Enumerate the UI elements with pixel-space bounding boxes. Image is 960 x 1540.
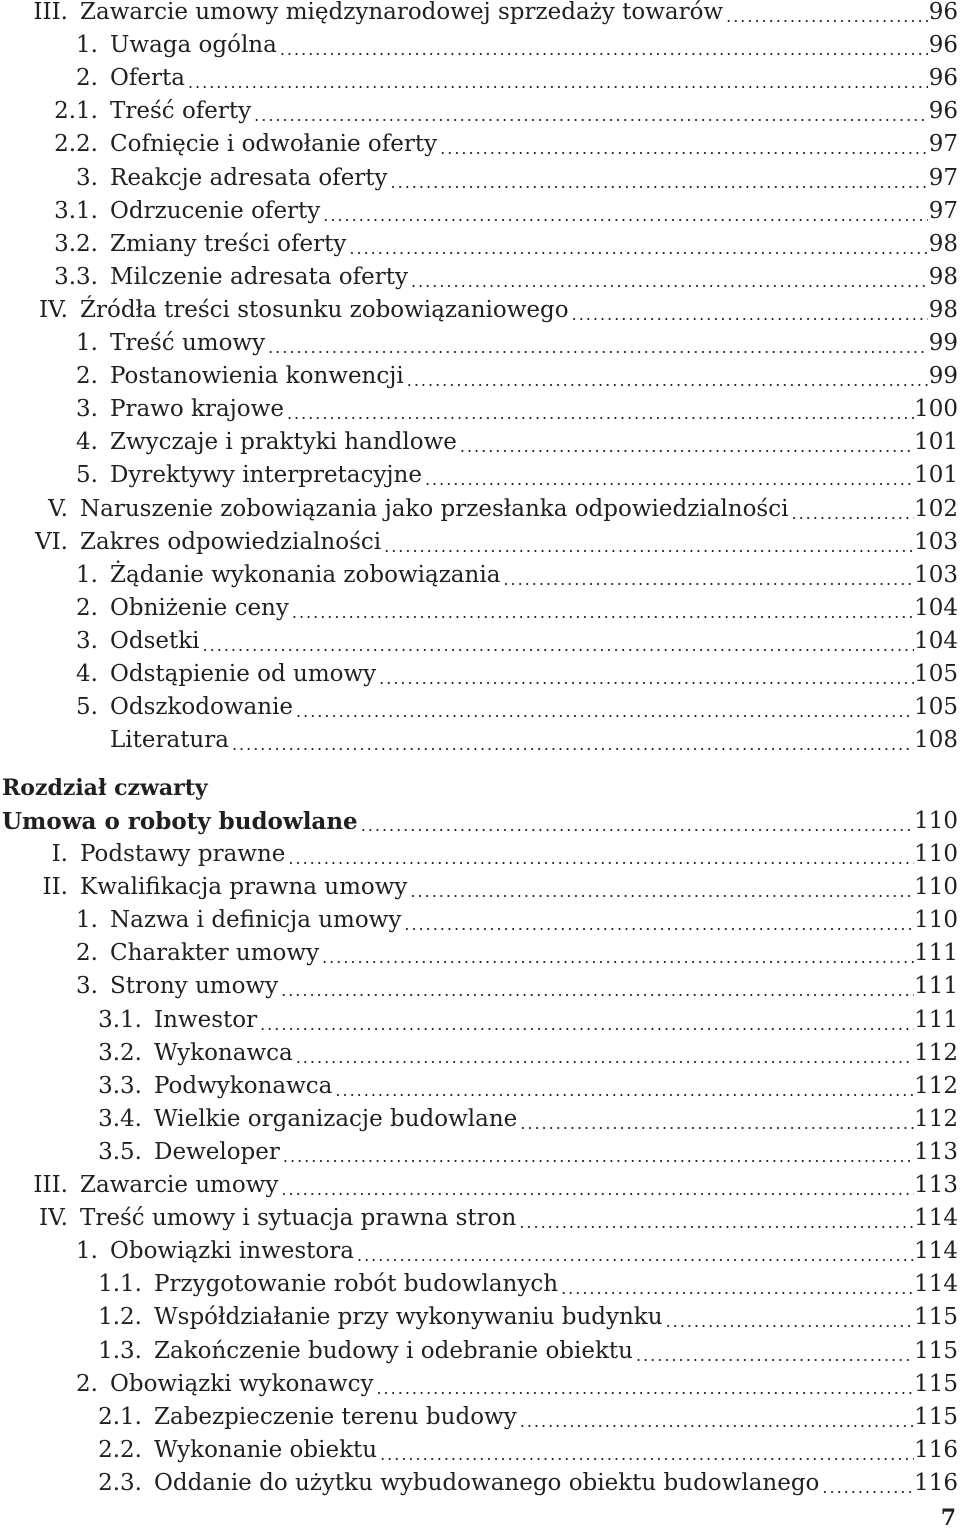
toc-entry-page: 110: [914, 841, 958, 867]
chapter-title-row: [0, 805, 958, 838]
toc-entry: [0, 1268, 958, 1301]
toc-entry-number: 4.: [76, 429, 98, 456]
toc-entry-number: 3.3.: [98, 1072, 142, 1099]
leader-dots: [200, 634, 915, 658]
leader-dots: [401, 913, 914, 937]
toc-entry: [0, 724, 958, 757]
leader-dots: [320, 204, 928, 228]
leader-dots: [293, 700, 914, 724]
toc-entry-page: 97: [928, 164, 958, 191]
toc-entry-number: 4.: [76, 661, 98, 687]
leader-dots: [346, 237, 928, 261]
toc-entry-number: 3.: [76, 396, 98, 423]
toc-entry-label: Obowiązki inwestora: [110, 1238, 354, 1265]
leader-dots: [788, 502, 914, 526]
leader-dots: [517, 1112, 914, 1136]
toc-entry-number: 3.4.: [98, 1105, 142, 1132]
toc-entry-number: IV.: [39, 296, 68, 323]
toc-entry-number: V.: [48, 495, 68, 522]
leader-dots: [280, 1145, 914, 1169]
toc-entry-label: Obowiązki wykonawcy: [110, 1370, 374, 1397]
leader-dots: [278, 1178, 914, 1202]
leader-dots: [376, 667, 914, 691]
toc-entry-number: 3.3.: [54, 263, 98, 290]
toc-entry: [0, 294, 958, 327]
toc-entry-number: III.: [33, 1172, 68, 1198]
toc-entry: [0, 1434, 958, 1467]
toc-entry-number: 3.5.: [98, 1138, 142, 1165]
toc-entry-page: 96: [928, 0, 958, 25]
toc-entry-label: Uwaga ogólna: [110, 32, 277, 59]
toc-entry-page: 111: [914, 973, 958, 1000]
toc-entry: [0, 1467, 958, 1500]
toc-entry: [0, 1103, 958, 1136]
toc-entry-label: Zakres odpowiedzialności: [80, 528, 382, 555]
toc-entry-number: 1.: [76, 32, 98, 59]
toc-entry-number: 1.: [76, 1238, 98, 1265]
toc-entry: [0, 195, 958, 228]
toc-entry-label: Reakcje adresata oferty: [110, 164, 388, 191]
toc-entry: [0, 128, 958, 161]
leader-dots: [229, 733, 914, 757]
toc-entry: [0, 393, 958, 426]
toc-entry-number: 2.: [76, 363, 98, 390]
toc-entry-label: Wielkie organizacje budowlane: [154, 1105, 518, 1132]
toc-entry-number: 5.: [76, 462, 98, 489]
toc-entry-label: Treść umowy: [110, 330, 266, 356]
toc-entry-number: 2.: [76, 65, 98, 92]
toc-entry-page: 113: [914, 1138, 958, 1165]
toc-entry-page: 104: [914, 627, 958, 654]
toc-entry-number: 3.: [76, 164, 98, 191]
toc-entry-label: Strony umowy: [110, 973, 279, 1000]
toc-entry-number: 1.: [76, 907, 98, 934]
toc-entry: [0, 559, 958, 592]
toc-entry-label: Nazwa i definicja umowy: [110, 907, 402, 934]
page-number: 7: [940, 1505, 956, 1531]
toc-entry-label: Odszkodowanie: [110, 694, 294, 721]
toc-entry-page: 114: [914, 1238, 958, 1265]
leader-dots: [377, 1443, 914, 1467]
toc-entry: [0, 1070, 958, 1103]
toc-entry-label: Inwestor: [154, 1006, 258, 1033]
leader-dots: [437, 137, 928, 161]
toc-entry-label: Zawarcie umowy: [80, 1172, 279, 1198]
toc-entry-label: Przygotowanie robót budowlanych: [154, 1271, 559, 1298]
leader-dots: [358, 814, 914, 838]
toc-entry-page: 108: [914, 727, 958, 754]
leader-dots: [185, 71, 928, 95]
leader-dots: [277, 38, 928, 62]
toc-entry-page: 110: [914, 907, 958, 934]
toc-entry-label: Milczenie adresata oferty: [110, 263, 408, 290]
toc-entry-label: Oddanie do użytku wybudowanego obiektu budowlanego: [154, 1469, 820, 1496]
toc-entry: [0, 162, 958, 195]
toc-entry-label: Deweloper: [154, 1138, 280, 1165]
toc-entry-page: 98: [928, 296, 958, 323]
toc-entry-label: Postanowienia konwencji: [110, 363, 404, 390]
toc-entry: [0, 691, 958, 724]
toc-entry-page: 101: [914, 429, 958, 456]
leader-dots: [284, 402, 914, 426]
toc-entry-number: 2.1.: [98, 1403, 142, 1430]
toc-entry-page: 111: [914, 940, 958, 967]
toc-entry: [0, 1235, 958, 1268]
toc-entry: [0, 327, 958, 360]
toc-entry-label: Odrzucenie oferty: [110, 197, 321, 224]
leader-dots: [517, 1410, 914, 1434]
toc-entry-page: 96: [928, 98, 958, 125]
toc-entry-label: Odstąpienie od umowy: [110, 661, 377, 687]
chapter-page: 110: [914, 808, 958, 834]
toc-entry-label: Odsetki: [110, 627, 200, 654]
toc-entry-page: 96: [928, 32, 958, 59]
toc-entry: [0, 426, 958, 459]
toc-entry-page: 115: [914, 1370, 958, 1397]
toc-entry: [0, 493, 958, 526]
toc-entry-page: 97: [928, 197, 958, 224]
toc-entry: [0, 526, 958, 559]
chapter-title: Umowa o roboty budowlane: [2, 808, 358, 835]
toc-entry-page: 112: [914, 1105, 958, 1132]
leader-dots: [265, 336, 928, 360]
toc-entry-page: 99: [928, 363, 958, 390]
toc-entry-number: 2.: [76, 594, 98, 621]
toc-entry-label: Zwyczaje i praktyki handlowe: [110, 429, 457, 456]
leader-dots: [457, 435, 914, 459]
toc-entry-label: Literatura: [110, 727, 229, 754]
toc-entry-label: Podwykonawca: [154, 1072, 333, 1099]
leader-dots: [558, 1277, 914, 1301]
leader-dots: [354, 1244, 914, 1268]
toc-entry-number: 1.: [76, 561, 98, 588]
toc-entry: [0, 360, 958, 393]
toc-entry-number: 3.2.: [54, 230, 98, 257]
toc-entry-label: Podstawy prawne: [80, 841, 286, 867]
toc-entry-number: I.: [51, 841, 68, 867]
toc-entry-label: Oferta: [110, 65, 185, 92]
toc-entry-page: 99: [928, 330, 958, 356]
toc-entry-label: Wykonawca: [154, 1039, 293, 1066]
toc-entry-page: 112: [914, 1039, 958, 1066]
toc-entry: [0, 0, 958, 29]
toc-entry-page: 105: [914, 661, 958, 687]
toc-entry-page: 110: [914, 874, 958, 901]
toc-entry-number: 3.: [76, 973, 98, 1000]
toc-entry-number: 2.2.: [54, 131, 98, 158]
leader-dots: [516, 1211, 914, 1235]
toc-entry: [0, 592, 958, 625]
toc-entry-page: 112: [914, 1072, 958, 1099]
toc-entry-number: II.: [42, 874, 68, 901]
toc-entry-page: 97: [928, 131, 958, 158]
toc-entry: [0, 904, 958, 937]
toc-entry-label: Dyrektywy interpretacyjne: [110, 462, 422, 489]
toc-entry-number: 3.1.: [98, 1006, 142, 1033]
toc-entry-page: 103: [914, 561, 958, 588]
leader-dots: [404, 369, 928, 393]
leader-dots: [422, 468, 914, 492]
toc-entry: [0, 1335, 958, 1368]
toc-entry-number: 3.: [76, 627, 98, 654]
leader-dots: [407, 880, 914, 904]
toc-entry-label: Zmiany treści oferty: [110, 230, 347, 257]
toc-entry: [0, 62, 958, 95]
leader-dots: [408, 270, 928, 294]
toc-entry: [0, 1037, 958, 1070]
toc-entry-label: Wykonanie obiektu: [154, 1436, 378, 1463]
leader-dots: [251, 104, 928, 128]
toc-entry-number: 5.: [76, 694, 98, 721]
toc-entry-number: 2.2.: [98, 1436, 142, 1463]
toc-entry-number: 2.: [76, 1370, 98, 1397]
toc-entry: [0, 1136, 958, 1169]
toc-entry: [0, 937, 958, 970]
toc-entry-page: 114: [914, 1271, 958, 1298]
toc-entry-number: 1.3.: [98, 1337, 142, 1364]
toc-entry-label: Obniżenie ceny: [110, 594, 289, 621]
toc-entry-label: Zabezpieczenie terenu budowy: [154, 1403, 517, 1430]
toc-entry-number: 1.2.: [98, 1304, 142, 1331]
toc-entry-page: 96: [928, 65, 958, 92]
leader-dots: [257, 1013, 914, 1037]
toc-entry-label: Naruszenie zobowiązania jako przesłanka odpowiedzialności: [80, 495, 789, 522]
toc-entry-label: Zakończenie budowy i odebranie obiektu: [154, 1337, 633, 1364]
toc-entry: [0, 1368, 958, 1401]
toc-entry-label: Źródła treści stosunku zobowiązaniowego: [80, 296, 569, 323]
leader-dots: [381, 535, 914, 559]
toc-entry: [0, 261, 958, 294]
toc-entry-page: 115: [914, 1403, 958, 1430]
leader-dots: [819, 1476, 914, 1500]
toc-entry: [0, 970, 958, 1003]
leader-dots: [500, 568, 914, 592]
toc-entry-page: 100: [914, 396, 958, 423]
leader-dots: [319, 946, 914, 970]
toc-entry-number: 2.1.: [54, 98, 98, 125]
leader-dots: [293, 1046, 914, 1070]
toc-entry-page: 115: [914, 1304, 958, 1331]
leader-dots: [278, 979, 914, 1003]
toc-entry-label: Treść umowy i sytuacja prawna stron: [80, 1205, 517, 1232]
toc-entry-number: 2.3.: [98, 1469, 142, 1496]
leader-dots: [388, 171, 928, 195]
leader-dots: [373, 1377, 914, 1401]
toc-entry-page: 114: [914, 1205, 958, 1232]
toc-entry-label: Kwalifikacja prawna umowy: [80, 874, 408, 901]
toc-entry: [0, 1004, 958, 1037]
toc-entry-page: 98: [928, 230, 958, 257]
toc-entry-page: 105: [914, 694, 958, 721]
toc-entry-number: 3.2.: [98, 1039, 142, 1066]
toc-entry-page: 102: [914, 495, 958, 522]
toc-entry: [0, 1202, 958, 1235]
leader-dots: [723, 5, 928, 29]
toc-entry: [0, 29, 958, 62]
toc-entry-page: 115: [914, 1337, 958, 1364]
toc-entry-page: 116: [914, 1436, 958, 1463]
leader-dots: [663, 1310, 915, 1334]
toc-entry-label: Prawo krajowe: [110, 396, 284, 423]
toc-entry-label: Treść oferty: [110, 98, 252, 125]
toc-entry-page: 116: [914, 1469, 958, 1496]
leader-dots: [289, 601, 914, 625]
toc-entry-number: 1.1.: [98, 1271, 142, 1298]
toc-entry: [0, 1401, 958, 1434]
toc-entry-number: VI.: [34, 528, 68, 555]
toc-entry: [0, 838, 958, 871]
chapter-heading: Rozdział czwarty: [2, 775, 208, 801]
toc-entry-page: 103: [914, 528, 958, 555]
toc-entry-label: Współdziałanie przy wykonywaniu budynku: [154, 1304, 663, 1331]
toc-entry-number: 1.: [76, 330, 98, 356]
toc-entry-page: 101: [914, 462, 958, 489]
toc-entry: [0, 95, 958, 128]
toc-entry: [0, 658, 958, 691]
toc-entry-number: III.: [33, 0, 68, 25]
toc-entry-page: 104: [914, 594, 958, 621]
toc-entry: [0, 1169, 958, 1202]
toc-entry-page: 113: [914, 1172, 958, 1198]
toc-entry-number: IV.: [39, 1205, 68, 1232]
toc-entry: [0, 228, 958, 261]
toc-entry: [0, 871, 958, 904]
toc-entry: [0, 625, 958, 658]
toc-entry-label: Cofnięcie i odwołanie oferty: [110, 131, 438, 158]
leader-dots: [285, 847, 914, 871]
toc-entry-number: 2.: [76, 940, 98, 967]
toc-entry-number: 3.1.: [54, 197, 98, 224]
toc-entry: [0, 1301, 958, 1334]
leader-dots: [332, 1079, 914, 1103]
leader-dots: [569, 303, 928, 327]
toc-entry-page: 111: [914, 1006, 958, 1033]
toc-entry-page: 98: [928, 263, 958, 290]
toc-entry-label: Żądanie wykonania zobowiązania: [110, 561, 501, 588]
leader-dots: [633, 1344, 914, 1368]
toc-entry: [0, 459, 958, 492]
toc-entry-label: Zawarcie umowy międzynarodowej sprzedaży towarów: [80, 0, 724, 25]
toc-entry-label: Charakter umowy: [110, 940, 320, 967]
